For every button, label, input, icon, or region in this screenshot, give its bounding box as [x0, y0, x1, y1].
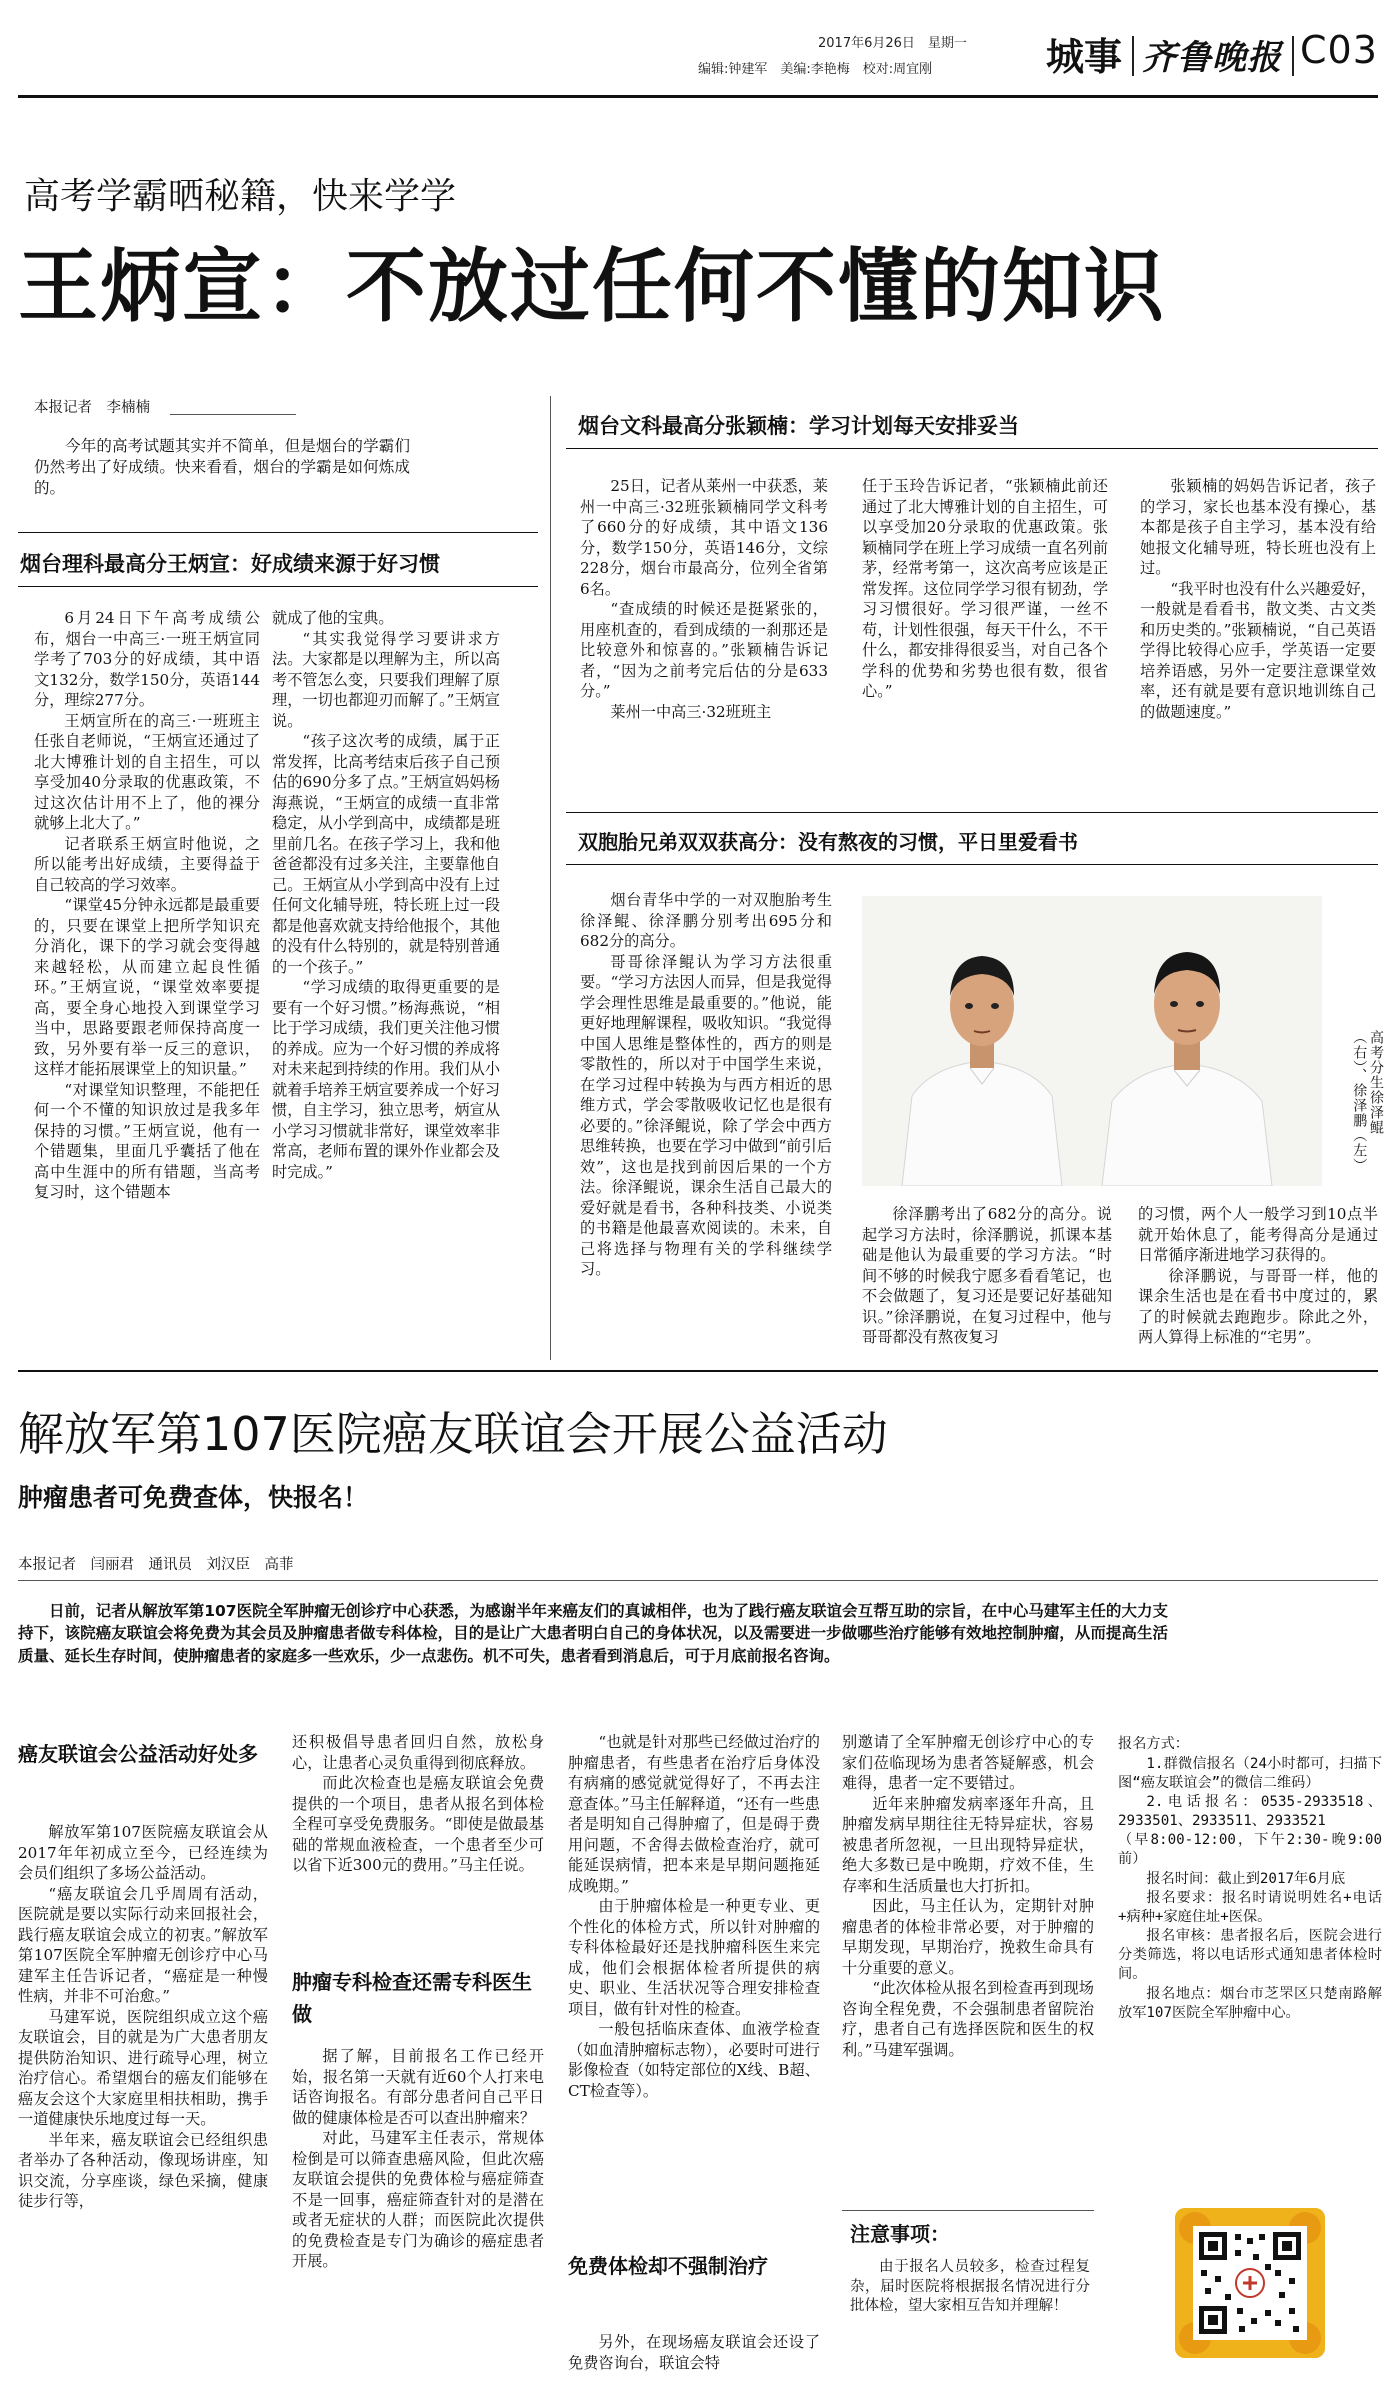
- reg-item: 2.电话报名：0535-2933518、2933501、2933511、2933521: [1118, 1793, 1382, 1830]
- masthead-divider: [1132, 36, 1134, 76]
- paper-logo: 齐鲁晚报: [1142, 38, 1282, 78]
- paragraph: 张颖楠的妈妈告诉记者，孩子的学习，家长也基本没有操心，基本都是孩子自主学习，基本没有给她报文化辅导班，特长班也没有上过。: [1140, 477, 1376, 578]
- sub3-rule-top: [566, 812, 1378, 813]
- paragraph: 王炳宣所在的高三·一班班主任张自老师说，“王炳宣还通过了北大博雅计划的自主招生，可以享受加40分录取的优惠政策，不过这次估计用不上了，他的裸分就够上北大了。”: [34, 711, 260, 833]
- paragraph: 记者联系王炳宣时他说，之所以能考出好成绩，主要得益于自己较高的学习效率。: [34, 834, 260, 894]
- paragraph: 的习惯，两个人一般学习到10点半就开始休息了，能考得高分是通过日常循序渐进地学习获得的。: [1138, 1205, 1378, 1265]
- h-benefits: 癌友联谊会公益活动好处多: [18, 1742, 258, 1766]
- page-code: C03: [1300, 28, 1378, 72]
- story2-col3b: [568, 2332, 820, 2382]
- story2-col2a: [292, 1732, 544, 1960]
- paragraph: “我平时也没有什么兴趣爱好，一般就是看看书，散文类、古文类和历史类的。”张颖楠说，“自己英语学得比较得心应手，学英语一定要培养语感，另外一定要注意课堂效率，还有就是要有意识地训练自己的做题速度。”: [1140, 579, 1376, 721]
- twins-photo: [862, 896, 1322, 1186]
- story1-byline: 本报记者 李楠楠: [34, 400, 150, 416]
- paragraph: 半年来，癌友联谊会已经组织患者举办了各种活动，像现场讲座，知识交流，分享座谈，绿色采摘，健康徒步行等，: [18, 2130, 268, 2211]
- paragraph: 近年来肿瘤发病率逐年升高，且肿瘤发病早期往往无特异症状，容易被患者所忽视，一旦出现特异症状，绝大多数已是中晚期，疗效不佳，生存率和生活质量也大打折扣。: [842, 1794, 1094, 1895]
- sub2-heading: 烟台文科最高分张颖楠：学习计划每天安排妥当: [578, 414, 1019, 438]
- paragraph: “此次体检从报名到检查再到现场咨询全程免费，不会强制患者留院治疗，患者自己有选择医院和医生的权利。”马建军强调。: [842, 1979, 1094, 2059]
- h-free-checkup: 免费体检却不强制治疗: [568, 2254, 768, 2278]
- paragraph: 徐泽鹏说，与哥哥一样，他的课余生活也是在看书中度过的，累了的时候就去跑跑步。除此之外，两人算得上标准的“宅男”。: [1138, 1266, 1378, 1347]
- sub1-rule-top: [18, 532, 538, 533]
- story2-lead: [18, 1600, 1168, 1667]
- sub3-col1: [580, 890, 832, 1360]
- reg-item: 报名时间：截止到2017年6月底: [1146, 1870, 1346, 1887]
- h-specialist: 肿瘤专科检查还需专科医生做: [292, 1970, 532, 2026]
- sub1-col2: [272, 608, 500, 1356]
- sub2-col3: [1140, 476, 1376, 796]
- reg-item: （早8:00-12:00，下午2:30-晚9:00前）: [1118, 1832, 1382, 1868]
- story2-col3a: [568, 1732, 820, 2246]
- paragraph: 哥哥徐泽鲲认为学习方法很重要。“学习方法因人而异，但是我觉得学会理性思维是最重要的。”他说，能更好地理解课程，吸收知识。“我觉得中国人思维是整体性的，西方的则是零散性的，所以对于中国学生来说，在学习过程中转换为与西方相近的思维方式，学会零散吸收记忆也是很有必要的。”徐泽鲲说，除了学会中西方思维转换，也要在学习中做到“前引后效”，这也是找到前因后果的一个方法。徐泽鲲说，课余生活自己最大的爱好就是看书，各种科技类、小说类的书籍是他最喜欢阅读的。未来，自己将选择与物理有关的学科继续学习。: [580, 952, 832, 1279]
- sub3-rule-bottom: [566, 864, 1378, 865]
- notice-rule: [842, 2210, 1094, 2211]
- paragraph: “课堂45分钟永远都是最重要的，只要在课堂上把所学知识充分消化，课下的学习就会变得越来越轻松，从而建立起良性循环。”王炳宣说，“课堂效率要提高，要全身心地投入到课堂学习当中，思路要跟老师保持高度一致，另外要有举一反三的意识，这样才能拓展课堂上的知识量。”: [34, 896, 260, 1079]
- paragraph: 25日，记者从莱州一中获悉，莱州一中高三·32班张颖楠同学文科考了660分的好成绩，其中语文136分，数学150分，英语146分，文综228分，烟台市最高分，位列全省第6名。: [580, 477, 828, 598]
- reg-title: 报名方式：: [1118, 1736, 1189, 1752]
- photo-caption: 高考分生徐泽鲲（右）、徐泽鹏（左）: [1351, 1030, 1384, 1173]
- sub3-col3: [1138, 1204, 1378, 1360]
- sub2-col1: [580, 476, 828, 796]
- paragraph: 一般包括临床查体、血液学检查（如血清肿瘤标志物），必要时可进行影像检查（如特定部位的X线、B超、CT检查等）。: [568, 2020, 820, 2100]
- paragraph: 6月24日下午高考成绩公布，烟台一中高三·一班王炳宣同学考了703分的好成绩，其中语文132分，数学150分，英语144分，理综277分。: [34, 609, 260, 710]
- paragraph: 解放军第107医院癌友联谊会从2017年年初成立至今，已经连续为会员们组织了多场公益活动。: [18, 1823, 268, 1883]
- paragraph: 马建军说，医院组织成立这个癌友联谊会，目的就是为广大患者朋友提供防治知识、进行疏导心理，树立治疗信心。希望烟台的癌友们能够在癌友会这个大家庭里相扶相助，携手一道健康快乐地度过每一天。: [18, 2007, 268, 2129]
- sub2-col2: [862, 476, 1108, 796]
- lead-paragraph: 今年的高考试题其实并不简单，但是烟台的学霸们仍然考出了好成绩。快来看看，烟台的学霸是如何炼成的。: [34, 437, 410, 497]
- paragraph: 对此，马建军主任表示，常规体检倒是可以筛查患癌风险，但此次癌友联谊会提供的免费体检与癌症筛查不是一回事，癌症筛查针对的是潜在或者无症状的人群；而医院此次提供的免费检查是专门为确诊的癌症患者开展。: [292, 2129, 544, 2271]
- masthead-rule: [18, 95, 1378, 98]
- paragraph: 别邀请了全军肿瘤无创诊疗中心的专家们莅临现场为患者答疑解惑，机会难得，患者一定不要错过。: [842, 1733, 1094, 1793]
- paragraph: 就成了他的宝典。: [272, 609, 394, 627]
- story1-kicker: 高考学霸晒秘籍，快来学学: [24, 176, 457, 217]
- paragraph: 徐泽鹏考出了682分的高分。说起学习方法时，徐泽鹏说，抓课本基础是他认为最重要的学习方法。“时间不够的时候我宁愿多看看笔记，也不会做题了，复习还是要记好基础知识。”徐泽鹏说，在复习过程中，他与哥哥都没有熬夜复习: [862, 1205, 1112, 1347]
- sub1-col1: [34, 608, 260, 1356]
- paragraph: 另外，在现场癌友联谊会还设了免费咨询台，联谊会特: [568, 2333, 820, 2372]
- qr-code[interactable]: [1175, 2208, 1325, 2358]
- story2-col1: [18, 1822, 268, 2382]
- story2-byline-rule: [18, 1580, 1378, 1581]
- paragraph: “也就是针对那些已经做过治疗的肿瘤患者，有些患者在治疗后身体没有病痛的感觉就觉得好了，不再去注意查体。”马主任解释道，“还有一些患者是明知自己得肿瘤了，但是碍于费用问题，不舍得去做检查治疗，就可能延误病情，把本来是早期问题拖延成晚期。”: [568, 1733, 820, 1895]
- column-rule: [550, 396, 551, 1360]
- paragraph: “其实我觉得学习要讲求方法。大家都是以理解为主，所以高考不管怎么变，只要我们理解了原理，一切也都迎刃而解了。”王炳宣说。: [272, 629, 500, 730]
- paragraph: 而此次检查也是癌友联谊会免费提供的一个项目，患者从报名到体检全程可享受免费服务。“即使是做最基础的常规血液检查，一个患者至少可以省下近300元的费用。”马主任说。: [292, 1774, 544, 1875]
- story2-col2b: [292, 2046, 544, 2382]
- masthead-section: 城事: [1046, 35, 1123, 79]
- paragraph: “癌友联谊会几乎周周有活动，医院就是要以实际行动来回报社会，践行癌友联谊会成立的初衷。”解放军第107医院全军肿瘤无创诊疗中心马建军主任告诉记者，“癌症是一种慢性病，并非不可治愈。”: [18, 1884, 268, 2006]
- paragraph: 据了解，目前报名工作已经开始，报名第一天就有近60个人打来电话咨询报名。有部分患者问自己平日做的健康体检是否可以查出肿瘤来？: [292, 2047, 544, 2127]
- story2-headline: 解放军第107医院癌友联谊会开展公益活动: [18, 1407, 888, 1461]
- registration-box: [1118, 1734, 1382, 2023]
- paragraph: 还积极倡导患者回归自然，放松身心，让患者心灵负重得到彻底释放。: [292, 1733, 544, 1772]
- sub1-rule-bottom: [18, 586, 538, 587]
- reg-item: 报名要求：报名时请说明姓名+电话+病种+家庭住址+医保。: [1118, 1889, 1382, 1925]
- story1-headline: 王炳宣：不放过任何不懂的知识: [18, 240, 1166, 333]
- twins-photo-image: [862, 896, 1322, 1186]
- paragraph: 任于玉玲告诉记者，“张颖楠此前还通过了北大博雅计划的自主招生，可以享受加20分录取的优惠政策。张颖楠同学在班上学习成绩一直名列前茅，经常考第一，这次高考应该是正常发挥。这位同学学习很有韧劲，学习习惯很好。学习很严谨，一丝不苟，计划性很强，每天干什么，不干什么，都安排得很妥当，对自己各个学科的优势和劣势也很有数，很省心。”: [862, 477, 1108, 701]
- section-separator: [18, 1370, 1378, 1372]
- sub3-heading: 双胞胎兄弟双双获高分：没有熬夜的习惯，平日里爱看书: [578, 830, 1078, 854]
- notice-text: 由于报名人员较多，检查过程复杂，届时医院将根据报名情况进行分批体检，望大家相互告知并理解！: [850, 2259, 1090, 2315]
- paragraph: 由于肿瘤体检是一种更专业、更个性化的体检方式，所以针对肿瘤的专科体检最好还是找肿瘤科医生来完成，他们会根据体检者所提供的病史、职业、生活状况等合理安排检查项目，做有针对性的检查。: [568, 1897, 820, 2018]
- masthead-divider-2: [1292, 36, 1294, 76]
- qr-code-icon: [1175, 2208, 1325, 2358]
- sub2-rule: [566, 448, 1378, 449]
- story2-subhead: 肿瘤患者可免费查体，快报名！: [18, 1483, 369, 1512]
- notice-box: [850, 2258, 1090, 2317]
- byline-rule: [170, 414, 296, 415]
- paragraph: “学习成绩的取得更重要的是要有一个好习惯。”杨海燕说，“相比于学习成绩，我们更关注他习惯的养成。应为一个好习惯的养成将对未来起到持续的作用。我们从小就着手培养王炳宣要养成一个好习惯，自主学习，独立思考，炳宣从小学习习惯就非常好，课堂效率非常高，老师布置的课外作业都会及时完成。”: [272, 978, 500, 1181]
- notice-title: 注意事项：: [850, 2222, 950, 2246]
- sub3-col2: [862, 1204, 1112, 1360]
- story2-byline: 本报记者 闫丽君 通讯员 刘汉臣 高菲: [18, 1557, 294, 1573]
- paragraph: 因此，马主任认为，定期针对肿瘤患者的体检非常必要，对于肿瘤的早期发现，早期治疗，挽救生命具有十分重要的意义。: [842, 1897, 1094, 1977]
- paragraph: “对课堂知识整理，不能把任何一个不懂的知识放过是我多年保持的习惯。”王炳宣说，他有一个错题集，里面几乎囊括了他在高中生涯中的所有错题，当高考复习时，这个错题本: [34, 1080, 260, 1202]
- paragraph: 莱州一中高三·32班班主: [610, 702, 772, 721]
- story1-lead: [34, 436, 410, 499]
- masthead-date: 2017年6月26日 星期一: [818, 36, 967, 51]
- paragraph: 烟台青华中学的一对双胞胎考生徐泽鲲、徐泽鹏分别考出695分和682分的高分。: [580, 891, 832, 951]
- masthead-editors: 编辑:钟建军 美编:李艳梅 校对:周宜刚: [698, 62, 933, 77]
- story2-lead-text: 日前，记者从解放军第107医院全军肿瘤无创诊疗中心获悉，为感谢半年来癌友们的真诚相伴，也为了践行癌友联谊会互帮互助的宗旨，在中心马建军主任的大力支持下，该院癌友联谊会将免费为其会员及肿瘤患者做专科体检，目的是让广大患者明白自己的身体状况，以及需要进一步做哪些治疗能够有效地控制肿瘤，从而提高生活质量、延长生存时间，使肿瘤患者的家庭多一些欢乐，少一点悲伤。机不可失，患者看到消息后，可于月底前报名咨询。: [18, 1602, 1168, 1665]
- sub1-heading: 烟台理科最高分王炳宣：好成绩来源于好习惯: [20, 552, 440, 576]
- reg-item: 报名地点：烟台市芝罘区只楚南路解放军107医院全军肿瘤中心。: [1118, 1985, 1382, 2021]
- paragraph: “查成绩的时候还是挺紧张的，用座机查的，看到成绩的一刹那还是比较意外和惊喜的。”张颖楠告诉记者，“因为之前考完后估的分是633分。”: [580, 600, 828, 701]
- paragraph: “孩子这次考的成绩，属于正常发挥，比高考结束后孩子自己预估的690分多了点。”王炳宣妈妈杨海燕说，“王炳宣的成绩一直非常稳定，从小学到高中，成绩都是班里前几名。在孩子学习上，我和他爸爸都没有过多关注，主要靠他自己。王炳宣从小学到高中没有上过任何文化辅导班，特长班上过一段都是他喜欢就支持给他报个，其他的没有什么特别的，就是特别普通的一个孩子。”: [272, 732, 500, 976]
- story2-col4: [842, 1732, 1094, 2202]
- reg-item: 1.群微信报名（24小时都可，扫描下图“癌友联谊会”的微信二维码）: [1118, 1755, 1382, 1791]
- reg-item: 报名审核：患者报名后，医院会进行分类筛选，将以电话形式通知患者体检时间。: [1118, 1928, 1382, 1983]
